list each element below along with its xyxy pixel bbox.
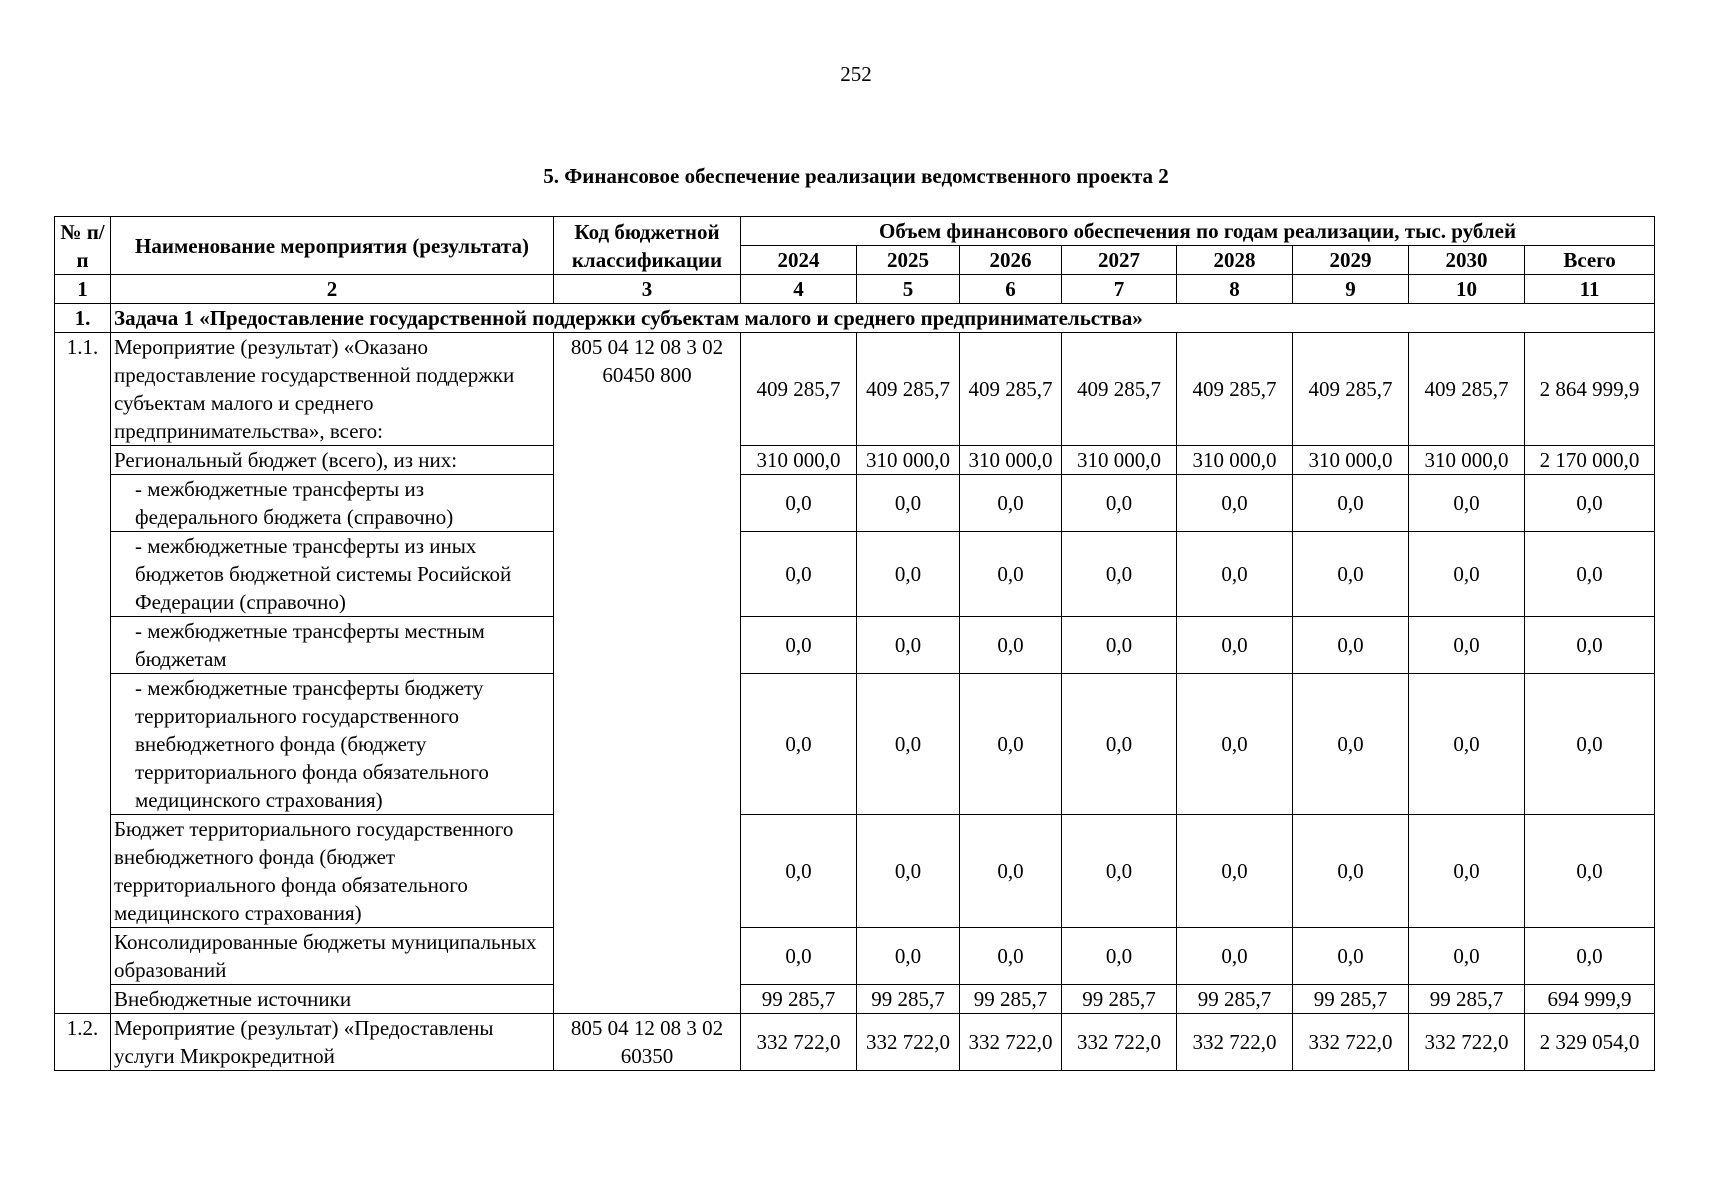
header-year: 2029 xyxy=(1293,246,1409,275)
column-number: 11 xyxy=(1525,275,1655,304)
value-cell: 0,0 xyxy=(1409,475,1525,532)
value-cell: 99 285,7 xyxy=(1409,985,1525,1014)
total-cell: 0,0 xyxy=(1525,475,1655,532)
table-row xyxy=(55,475,1655,532)
value-cell: 99 285,7 xyxy=(857,985,960,1014)
value-cell: 99 285,7 xyxy=(1293,985,1409,1014)
header-volume: Объем финансового обеспечения по годам реализации, тыс. рублей xyxy=(741,217,1655,246)
value-cell: 99 285,7 xyxy=(741,985,857,1014)
value-cell: 0,0 xyxy=(1293,674,1409,815)
row-label: - межбюджетные трансферты из иных бюджетов бюджетной системы Росийской Федерации (справочно) xyxy=(111,532,554,617)
value-cell: 0,0 xyxy=(1409,617,1525,674)
value-cell: 99 285,7 xyxy=(1177,985,1293,1014)
value-cell: 409 285,7 xyxy=(960,333,1062,446)
value-cell: 0,0 xyxy=(960,674,1062,815)
value-cell: 332 722,0 xyxy=(960,1014,1062,1071)
header-name: Наименование мероприятия (результата) xyxy=(111,217,554,275)
column-number: 7 xyxy=(1062,275,1177,304)
total-cell: 0,0 xyxy=(1525,617,1655,674)
value-cell: 310 000,0 xyxy=(1062,446,1177,475)
header-year: 2030 xyxy=(1409,246,1525,275)
value-cell: 0,0 xyxy=(1062,475,1177,532)
value-cell: 0,0 xyxy=(1177,617,1293,674)
header-code: Код бюджетной классификации xyxy=(554,217,741,275)
value-cell: 332 722,0 xyxy=(1177,1014,1293,1071)
value-cell: 99 285,7 xyxy=(960,985,1062,1014)
value-cell: 0,0 xyxy=(1409,674,1525,815)
value-cell: 0,0 xyxy=(1409,532,1525,617)
row-label: Региональный бюджет (всего), из них: xyxy=(111,446,554,475)
row-label: - межбюджетные трансферты местным бюджетам xyxy=(111,617,554,674)
value-cell: 0,0 xyxy=(857,928,960,985)
value-cell: 0,0 xyxy=(1293,617,1409,674)
value-cell: 0,0 xyxy=(857,617,960,674)
row-number: 1.2. xyxy=(55,1014,111,1071)
column-number: 8 xyxy=(1177,275,1293,304)
header-num: № п/п xyxy=(55,217,111,275)
table-row xyxy=(55,815,1655,928)
column-number: 2 xyxy=(111,275,554,304)
total-cell: 0,0 xyxy=(1525,815,1655,928)
value-cell: 310 000,0 xyxy=(741,446,857,475)
column-number: 4 xyxy=(741,275,857,304)
table-row xyxy=(55,333,1655,446)
header-total: Всего xyxy=(1525,246,1655,275)
value-cell: 0,0 xyxy=(960,815,1062,928)
table-row xyxy=(55,446,1655,475)
value-cell: 332 722,0 xyxy=(1293,1014,1409,1071)
table-row xyxy=(55,1014,1655,1071)
column-number: 3 xyxy=(554,275,741,304)
header-row xyxy=(55,217,1655,246)
value-cell: 409 285,7 xyxy=(1177,333,1293,446)
value-cell: 409 285,7 xyxy=(1409,333,1525,446)
value-cell: 0,0 xyxy=(1062,532,1177,617)
value-cell: 409 285,7 xyxy=(857,333,960,446)
total-cell: 0,0 xyxy=(1525,674,1655,815)
value-cell: 409 285,7 xyxy=(1293,333,1409,446)
value-cell: 0,0 xyxy=(741,815,857,928)
task-title: Задача 1 «Предоставление государственной поддержки субъектам малого и среднего предпринимательства» xyxy=(111,304,1655,333)
task-number: 1. xyxy=(55,304,111,333)
value-cell: 0,0 xyxy=(1177,928,1293,985)
header-year: 2025 xyxy=(857,246,960,275)
value-cell: 332 722,0 xyxy=(1409,1014,1525,1071)
value-cell: 332 722,0 xyxy=(741,1014,857,1071)
value-cell: 332 722,0 xyxy=(1062,1014,1177,1071)
header-year: 2026 xyxy=(960,246,1062,275)
column-number: 6 xyxy=(960,275,1062,304)
task-row xyxy=(55,304,1655,333)
row-label: Мероприятие (результат) «Оказано предоставление государственной поддержки субъектам малого и среднего предпринимательства», всего: xyxy=(111,333,554,446)
value-cell: 310 000,0 xyxy=(857,446,960,475)
value-cell: 0,0 xyxy=(960,928,1062,985)
value-cell: 0,0 xyxy=(1062,617,1177,674)
value-cell: 0,0 xyxy=(857,674,960,815)
table-row xyxy=(55,928,1655,985)
value-cell: 0,0 xyxy=(1293,532,1409,617)
value-cell: 409 285,7 xyxy=(741,333,857,446)
row-label: Мероприятие (результат) «Предоставлены услуги Микрокредитной xyxy=(111,1014,554,1071)
value-cell: 99 285,7 xyxy=(1062,985,1177,1014)
value-cell: 409 285,7 xyxy=(1062,333,1177,446)
value-cell: 0,0 xyxy=(1293,475,1409,532)
value-cell: 0,0 xyxy=(741,475,857,532)
value-cell: 310 000,0 xyxy=(1409,446,1525,475)
value-cell: 0,0 xyxy=(741,617,857,674)
column-number: 1 xyxy=(55,275,111,304)
header-year: 2028 xyxy=(1177,246,1293,275)
value-cell: 310 000,0 xyxy=(960,446,1062,475)
total-cell: 0,0 xyxy=(1525,928,1655,985)
value-cell: 0,0 xyxy=(857,475,960,532)
value-cell: 0,0 xyxy=(1177,815,1293,928)
row-label: Внебюджетные источники xyxy=(111,985,554,1014)
row-label: - межбюджетные трансферты из федерального бюджета (справочно) xyxy=(111,475,554,532)
total-cell: 2 329 054,0 xyxy=(1525,1014,1655,1071)
column-numbers-row xyxy=(55,275,1655,304)
page-title: 5. Финансовое обеспечение реализации ведомственного проекта 2 xyxy=(543,164,1169,188)
column-number: 9 xyxy=(1293,275,1409,304)
value-cell: 310 000,0 xyxy=(1293,446,1409,475)
column-number: 5 xyxy=(857,275,960,304)
value-cell: 0,0 xyxy=(857,815,960,928)
total-cell: 694 999,9 xyxy=(1525,985,1655,1014)
header-year: 2024 xyxy=(741,246,857,275)
budget-code: 805 04 12 08 3 02 60350 xyxy=(554,1014,741,1071)
value-cell: 0,0 xyxy=(857,532,960,617)
value-cell: 0,0 xyxy=(741,532,857,617)
value-cell: 0,0 xyxy=(960,532,1062,617)
value-cell: 0,0 xyxy=(1293,815,1409,928)
table-row xyxy=(55,617,1655,674)
row-label: Консолидированные бюджеты муниципальных образований xyxy=(111,928,554,985)
financing-table xyxy=(54,216,1655,1071)
value-cell: 0,0 xyxy=(741,928,857,985)
page-number: 252 xyxy=(840,62,872,86)
table-row xyxy=(55,985,1655,1014)
column-number: 10 xyxy=(1409,275,1525,304)
value-cell: 0,0 xyxy=(1177,674,1293,815)
table-row xyxy=(55,532,1655,617)
value-cell: 0,0 xyxy=(1177,532,1293,617)
total-cell: 0,0 xyxy=(1525,532,1655,617)
budget-code: 805 04 12 08 3 02 60450 800 xyxy=(554,333,741,1014)
value-cell: 332 722,0 xyxy=(857,1014,960,1071)
row-label: Бюджет территориального государственного внебюджетного фонда (бюджет территориального фонда обязательного медицинского страхования) xyxy=(111,815,554,928)
value-cell: 0,0 xyxy=(741,674,857,815)
value-cell: 0,0 xyxy=(1293,928,1409,985)
table-row xyxy=(55,674,1655,815)
total-cell: 2 864 999,9 xyxy=(1525,333,1655,446)
value-cell: 0,0 xyxy=(1177,475,1293,532)
value-cell: 310 000,0 xyxy=(1177,446,1293,475)
value-cell: 0,0 xyxy=(1409,928,1525,985)
total-cell: 2 170 000,0 xyxy=(1525,446,1655,475)
header-year: 2027 xyxy=(1062,246,1177,275)
value-cell: 0,0 xyxy=(960,475,1062,532)
value-cell: 0,0 xyxy=(960,617,1062,674)
row-label: - межбюджетные трансферты бюджету территориального государственного внебюджетного фонда (бюджету территориального фонда обязательного медицинского страхования) xyxy=(111,674,554,815)
row-number: 1.1. xyxy=(55,333,111,1014)
value-cell: 0,0 xyxy=(1062,815,1177,928)
value-cell: 0,0 xyxy=(1062,674,1177,815)
value-cell: 0,0 xyxy=(1409,815,1525,928)
value-cell: 0,0 xyxy=(1062,928,1177,985)
